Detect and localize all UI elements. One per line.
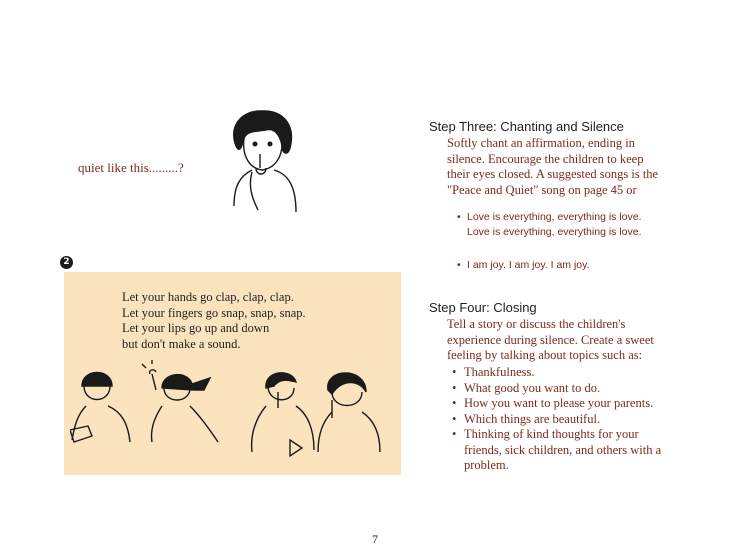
text-line: Softly chant an affirmation, ending in (447, 136, 635, 150)
affirmation-line: Love is everything, everything is love. (467, 211, 642, 223)
bullet-icon: • (452, 380, 457, 395)
step-four-heading: Step Four: Closing (429, 300, 537, 315)
step-four-text (447, 317, 654, 364)
bullet-icon: • (452, 427, 457, 441)
children-illustration (70, 360, 396, 468)
text-line: "Peace and Quiet" song on page 45 or (447, 182, 637, 197)
topic-list (452, 365, 661, 474)
list-item: • Thinking of kind thoughts for your (452, 427, 639, 441)
list-item: • What good you want to do. (452, 380, 601, 395)
poem (122, 290, 306, 352)
bullet-icon: • (452, 365, 457, 379)
quiet-caption: quiet like this.........? (78, 160, 184, 175)
text-line: feeling by talking about topics such as: (447, 348, 643, 362)
step-number-badge: 2 (60, 256, 73, 269)
text-line: silence. Encourage the children to keep (447, 151, 644, 166)
step-three-text (447, 136, 658, 198)
bullet-icon: • (457, 211, 461, 223)
list-item: • How you want to please your parents. (452, 396, 654, 410)
bullet-icon: • (457, 259, 461, 271)
affirmation-one (457, 210, 642, 240)
poem-line: Let your lips go up and down (122, 321, 270, 335)
affirmation-two (457, 258, 590, 273)
poem-line: but don't make a sound. (122, 336, 241, 351)
list-item: • Which things are beautiful. (452, 411, 601, 426)
poem-line: Let your hands go clap, clap, clap. (122, 290, 294, 304)
affirmation-line: I am joy. I am joy. I am joy. (467, 259, 590, 271)
text-line: their eyes closed. A suggested songs is the (447, 167, 659, 181)
text-line: Tell a story or discuss the children's (447, 317, 626, 331)
poem-line: Let your fingers go snap, snap, snap. (122, 305, 306, 320)
girl-shushing-illustration (222, 106, 308, 214)
list-item-continuation: problem. (464, 458, 509, 472)
list-item-continuation: friends, sick children, and others with a (464, 442, 662, 457)
affirmation-line: Love is everything, everything is love. (467, 226, 642, 238)
bullet-icon: • (452, 411, 457, 426)
page-number: 7 (372, 532, 378, 546)
text-line: experience during silence. Create a sweet (447, 332, 654, 347)
list-item: • Thankfulness. (452, 365, 535, 379)
step-three-heading: Step Three: Chanting and Silence (429, 119, 624, 134)
bullet-icon: • (452, 396, 457, 410)
